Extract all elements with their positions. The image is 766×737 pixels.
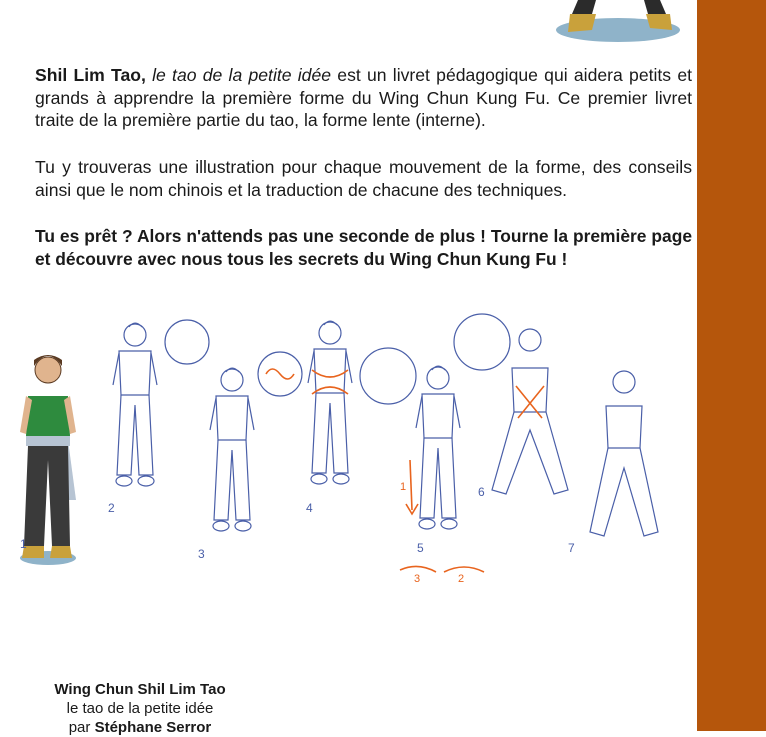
step-number: 2 [108,501,115,515]
form-illustration [10,300,700,600]
arrow-label: 3 [414,573,421,585]
credits-author: Stéphane Serror [94,719,212,736]
step-number: 3 [198,547,205,561]
step-number: 1 [20,537,27,551]
content-paragraph: Tu y trouveras une illustration pour chaque mouvement de la forme, des conseils ainsi que le nom chinois et la traduction de chacune des techniques. [35,157,692,200]
credits-author-line [20,718,260,737]
booklet-subtitle: le tao de la petite idée [152,65,332,85]
credits-title: Wing Chun Shil Lim Tao [54,681,226,698]
side-color-band [697,0,766,731]
credits-by: par [68,719,91,736]
step-number: 4 [306,501,313,515]
arrow-label: 1 [400,481,407,493]
call-to-action: Tu es prêt ? Alors n'attends pas une seconde de plus ! Tourne la première page et découvre avec nous tous les secrets du Wing Chun Kung Fu ! [35,226,692,269]
arrow-label: 2 [458,573,465,585]
colored-student-figure [20,355,76,565]
credits-subtitle: le tao de la petite idée [66,700,214,717]
credits-block [20,680,260,737]
step-number: 6 [478,485,485,499]
step-number: 5 [417,541,424,555]
booklet-title: Shil Lim Tao, [35,65,146,85]
intro-paragraph [35,64,692,132]
top-figure-feet [548,0,688,46]
step-number: 7 [568,541,575,555]
intro-text: est un livret pédagogique qui aidera petits et grands à apprendre la première forme du Wing Chun Kung Fu. Ce premier livret traite de la première partie du tao, la forme lente (interne). [35,65,692,131]
